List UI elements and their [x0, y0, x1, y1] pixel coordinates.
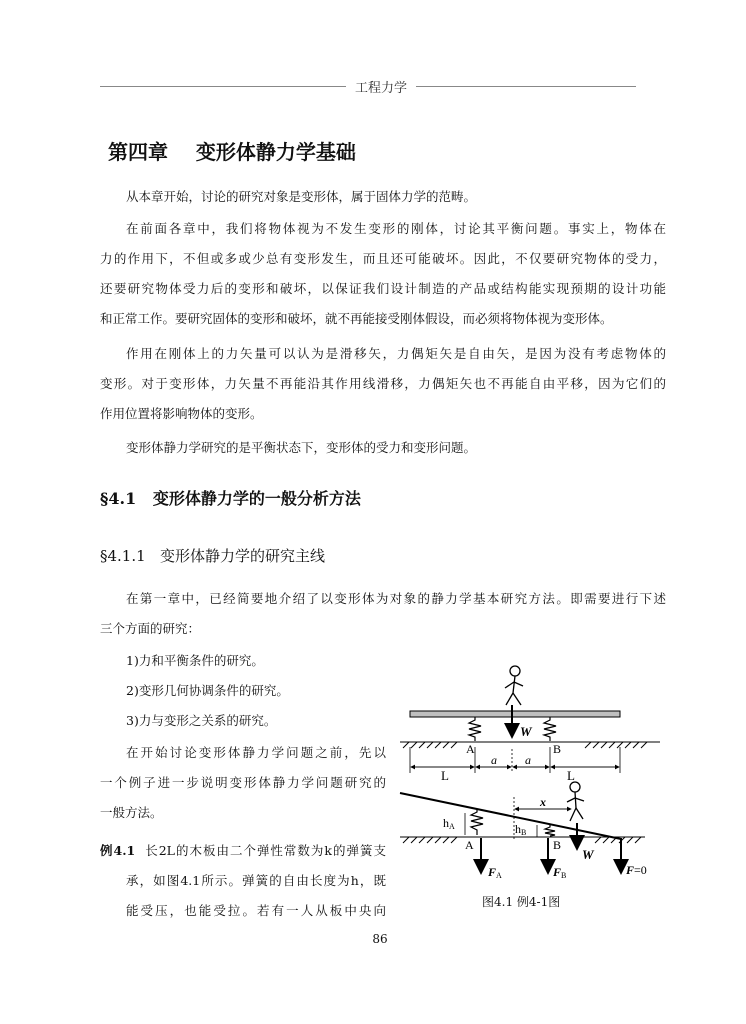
section-heading: §4.1 变形体静力学的一般分析方法	[100, 489, 361, 508]
chapter-number: 第四章	[108, 140, 168, 164]
para-before-example: 在开始讨论变形体静力学问题之前，先以 一个例子进一步说明变形体静力学问题研究的 一般方法。	[100, 745, 386, 820]
dim-l-right: L	[567, 768, 575, 783]
example-text: 例4.1 长2L的木板由二个弹性常数为k的弹簧支 承，如图4.1所示。弹簧的自由长度为h，既 能受压，也能受拉。若有一人从板中央向	[100, 843, 386, 918]
intro-para-1: 从本章开始，讨论的研究对象是变形体，属于固体力学的范畴。	[126, 189, 477, 204]
subsection-intro: 在第一章中，已经简要地介绍了以变形体为对象的静力学基本研究方法。即需要进行下述 三个方面的研究：	[100, 591, 666, 636]
spring-b-lower	[545, 825, 555, 836]
page-number: 86	[372, 932, 388, 946]
list-item: 2)变形几何协调条件的研究。	[126, 683, 289, 698]
header-rule-left	[100, 86, 346, 87]
force-fa: FA	[488, 865, 502, 880]
dim-l-left: L	[441, 768, 449, 783]
force-f0: F=0	[626, 863, 647, 877]
ground-lower	[400, 837, 645, 843]
ground-upper	[400, 742, 660, 748]
dim-x-label: x	[540, 795, 546, 809]
header-rule-right	[416, 86, 636, 87]
person-upper	[505, 666, 523, 705]
dim-hb: hB	[515, 822, 527, 837]
weight-label-lower: W	[582, 847, 594, 862]
spring-b-upper	[544, 717, 556, 741]
intro-para-2: 在前面各章中，我们将物体视为不发生变形的刚体，讨论其平衡问题。事实上，物体在 力的作用下，不但或多或少总有变形发生，而且还可能破坏。因此，不仅要研究物体的受力， 还要研究物体受力后的变形和破坏，以保证我们设计制造的产品或结构能实现预期的设计功能 和正常工作。要研究固体的变形和破坏，就不再能接受刚体假设，而必须将物体视为变形体。	[100, 221, 666, 326]
label-b-lower: B	[553, 838, 562, 852]
list-item: 3)力与变形之关系的研究。	[126, 713, 277, 728]
chapter-name: 变形体静力学基础	[195, 140, 356, 164]
label-b-upper: B	[553, 742, 562, 756]
figure-caption: 图4.1 例4-1图	[482, 895, 561, 909]
figure-4-1	[395, 655, 670, 890]
weight-label-upper: W	[520, 724, 532, 739]
dim-ha: hA	[443, 816, 455, 831]
spring-a-upper	[469, 717, 481, 741]
intro-para-4: 变形体静力学研究的是平衡状态下，变形体的受力和变形问题。	[126, 440, 477, 455]
plank-upper	[410, 711, 620, 717]
label-a-lower: A	[465, 838, 474, 852]
person-lower	[567, 782, 584, 821]
header-title: 工程力学	[354, 81, 407, 96]
chapter-title	[108, 136, 356, 165]
dim-a-left: a	[491, 753, 497, 767]
dim-a-right: a	[525, 753, 531, 767]
label-a-upper: A	[466, 742, 475, 756]
research-list	[100, 646, 386, 736]
force-fb: FB	[553, 865, 567, 880]
plank-lower	[400, 793, 621, 839]
spring-a-lower	[471, 809, 483, 835]
example-label: 例4.1	[100, 843, 136, 858]
intro-para-3: 作用在刚体上的力矢量可以认为是滑移矢，力偶矩矢是自由矢，是因为没有考虑物体的 变形。对于变形体，力矢量不再能沿其作用线滑移，力偶矩矢也不再能自由平移，因为它们的 作用位置将影响物体的变形。	[100, 346, 666, 421]
subsection-heading: §4.1.1 变形体静力学的研究主线	[100, 547, 325, 565]
list-item: 1)力和平衡条件的研究。	[126, 653, 264, 668]
